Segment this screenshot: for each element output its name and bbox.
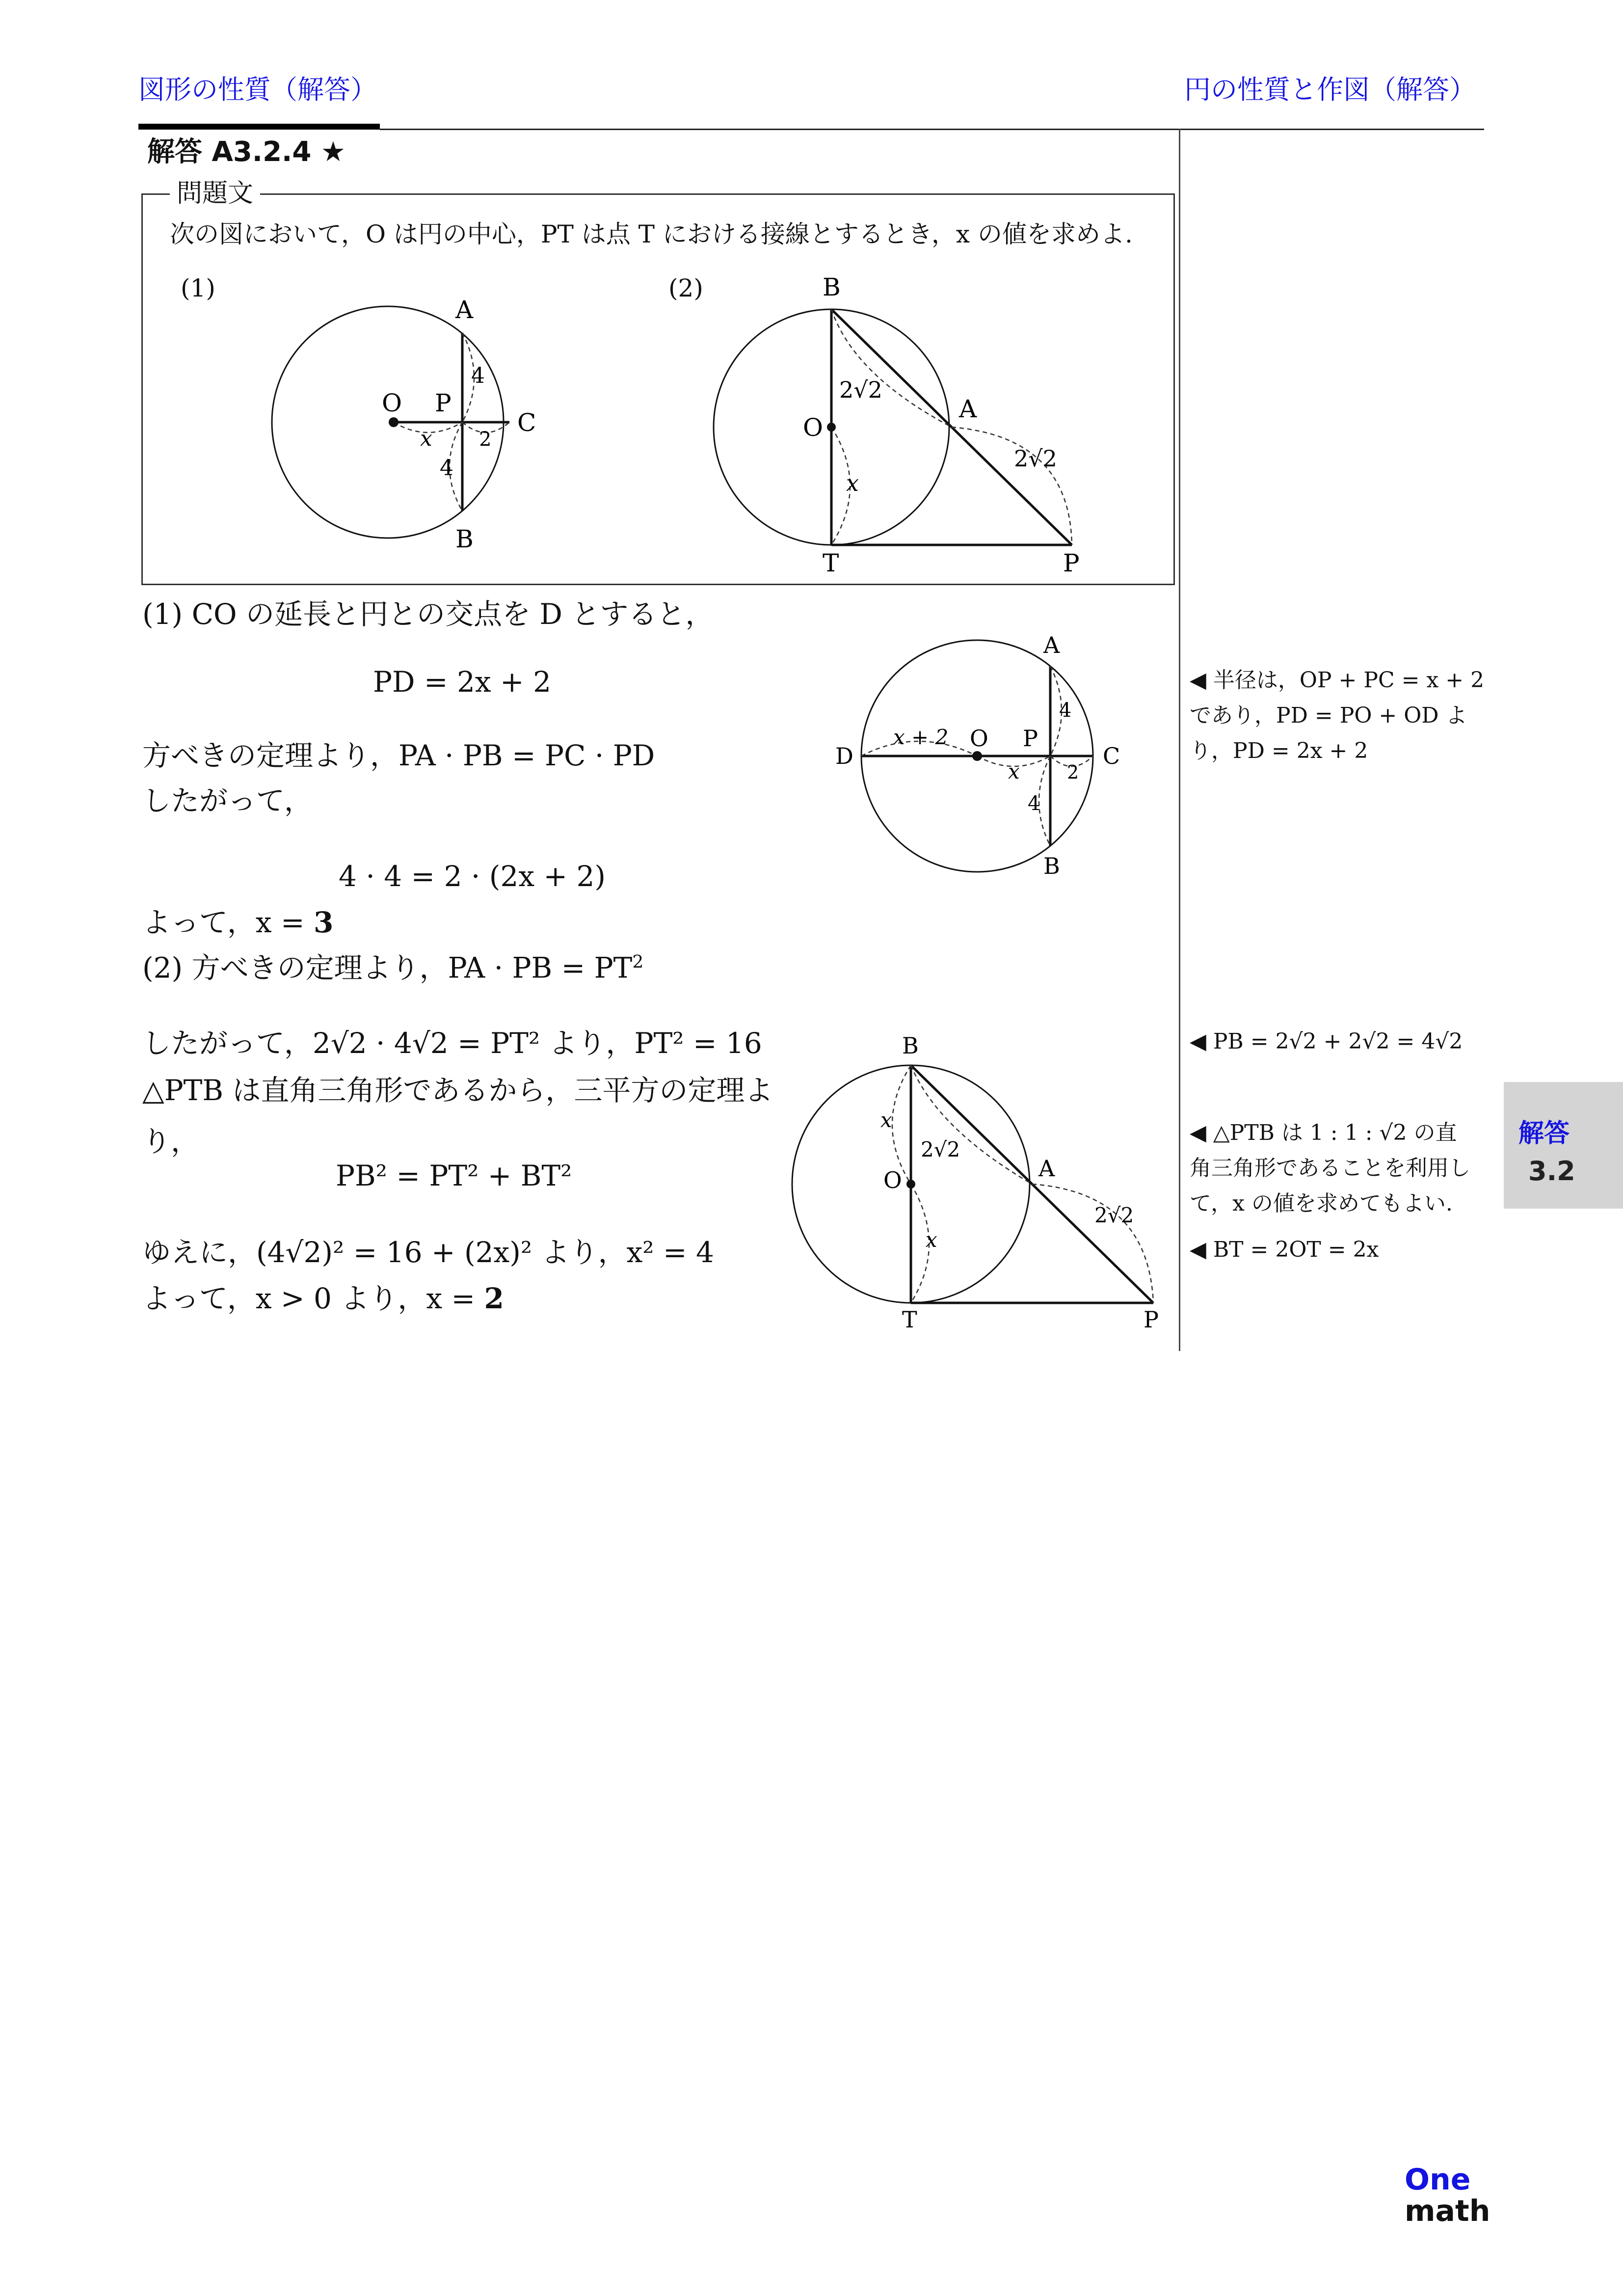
figure-4 xyxy=(775,1026,1178,1345)
sol2-intro: (2) 方べきの定理より，PA · PB = $PT^2$ xyxy=(142,951,644,985)
figure-2-label: (2) xyxy=(668,274,703,302)
fig4-label-o: O xyxy=(883,1167,902,1193)
problem-legend: 問題文 xyxy=(170,181,260,206)
fig2-label-ap: 2√2 xyxy=(1014,445,1057,472)
fig2-label-p: P xyxy=(1063,549,1080,577)
sol2-line1: したがって，2√2 · 4√2 = PT² より，PT² = 16 xyxy=(142,1026,762,1060)
fig3-label-p: P xyxy=(1023,725,1038,752)
fig1-label-b: B xyxy=(455,525,474,553)
fig4-label-b: B xyxy=(902,1032,919,1059)
sol1-line1: 方べきの定理より，PA · PB = PC · PD xyxy=(142,739,655,772)
fig2-label-o: O xyxy=(803,413,823,442)
sol2-eq1: PB² = PT² + BT² xyxy=(336,1159,572,1192)
section-tab-label: 解答 xyxy=(1518,1119,1570,1148)
fig4-center-dot xyxy=(906,1180,915,1189)
fig3-label-x: x xyxy=(1008,759,1020,783)
sol1-result: よって，x = 3 xyxy=(142,906,334,939)
answer-title: 解答 A3.2.4 ★ xyxy=(147,136,346,168)
fig1-label-pa: 4 xyxy=(471,363,485,388)
fig1-label-o: O xyxy=(382,389,402,417)
fig1-label-c: C xyxy=(517,408,536,437)
fig3-arc-pb xyxy=(1039,756,1050,846)
fig3-label-pa: 4 xyxy=(1059,699,1072,722)
sol1-eq1: PD = 2x + 2 xyxy=(373,665,551,699)
fig2-label-t: T xyxy=(823,549,839,577)
sol2-line4: ゆえに，(4√2)² = 16 + (2x)² より，x² = 4 xyxy=(142,1236,714,1269)
header-right: 円の性質と作図（解答） xyxy=(1184,74,1476,105)
logo-line2: math xyxy=(1405,2194,1490,2228)
fig1-label-pb: 4 xyxy=(440,456,453,481)
sol1-result-value: 3 xyxy=(314,906,334,939)
fig3-label-a: A xyxy=(1043,632,1060,658)
fig3-label-pb: 4 xyxy=(1028,792,1040,815)
side-note-1: ◀ 半径は，OP + PC = x + 2 であり，PD = PO + OD よ り，PD = 2x + 2 xyxy=(1190,668,1485,763)
header-thin-rule xyxy=(380,129,1484,130)
fig2-center-dot xyxy=(827,423,836,432)
fig3-label-pc: 2 xyxy=(1067,761,1079,783)
figure-3 xyxy=(829,628,1144,884)
fig2-label-b: B xyxy=(823,273,841,301)
fig3-label-d: D xyxy=(835,743,853,769)
fig1-label-p: P xyxy=(435,389,452,417)
fig3-label-do: x + 2 xyxy=(893,725,949,749)
sol1-intro: (1) CO の延長と円との交点を D とすると， xyxy=(142,597,714,631)
side-note-2: ◀ PB = 2√2 + 2√2 = 4√2 xyxy=(1190,1029,1463,1054)
sol1-eq2: 4 · 4 = 2 · (2x + 2) xyxy=(339,860,606,893)
fig4-label-ba: 2√2 xyxy=(921,1137,960,1162)
margin-rule xyxy=(1179,129,1180,1351)
fig1-label-pc: 2 xyxy=(479,428,492,451)
section-tab-number: 3.2 xyxy=(1528,1156,1575,1187)
figure-2 xyxy=(697,270,1139,584)
fig1-center-dot xyxy=(389,417,399,427)
fig2-label-ba: 2√2 xyxy=(839,377,882,403)
figure-1-label: (1) xyxy=(181,274,215,302)
fig3-label-b: B xyxy=(1043,853,1060,879)
problem-statement: 次の図において，O は円の中心，PT は点 T における接線とするとき，x の値を求めよ. xyxy=(170,220,1133,248)
fig3-label-c: C xyxy=(1103,743,1120,769)
fig4-label-p: P xyxy=(1144,1306,1159,1333)
fig4-label-x2: x xyxy=(926,1228,937,1252)
fig4-label-x1: x xyxy=(880,1108,892,1132)
fig4-label-t: T xyxy=(902,1306,917,1333)
side-note-4: ◀ BT = 2OT = 2x xyxy=(1190,1237,1379,1262)
header-left: 図形の性質（解答） xyxy=(138,74,377,105)
fig4-label-ap: 2√2 xyxy=(1094,1203,1134,1227)
figure-1 xyxy=(265,290,540,555)
sol2-line2: △PTB は直角三角形であるから，三平方の定理よ xyxy=(142,1074,773,1107)
side-note-3: ◀ △PTB は 1 : 1 : √2 の直 角三角形であることを利用し て，x の値を求めてもよい. xyxy=(1190,1120,1470,1216)
logo-line1: One xyxy=(1405,2162,1471,2197)
onemath-logo xyxy=(1405,2162,1490,2228)
sol2-line3: り， xyxy=(142,1125,200,1158)
section-tab[interactable] xyxy=(1504,1082,1623,1209)
fig1-label-a: A xyxy=(455,296,474,324)
header-thick-rule xyxy=(138,124,380,130)
fig3-label-o: O xyxy=(970,725,988,752)
sol1-line2: したがって， xyxy=(142,784,313,817)
fig1-label-x: x xyxy=(420,426,432,451)
fig4-label-a: A xyxy=(1038,1155,1055,1182)
fig2-label-x: x xyxy=(846,470,859,496)
fig4-arc-bo xyxy=(892,1065,911,1184)
sol2-result-value: 2 xyxy=(484,1282,504,1315)
fig2-label-a: A xyxy=(959,395,977,423)
fig3-center-dot xyxy=(972,751,982,761)
sol2-result: よって，x > 0 より，x = 2 xyxy=(142,1282,504,1315)
